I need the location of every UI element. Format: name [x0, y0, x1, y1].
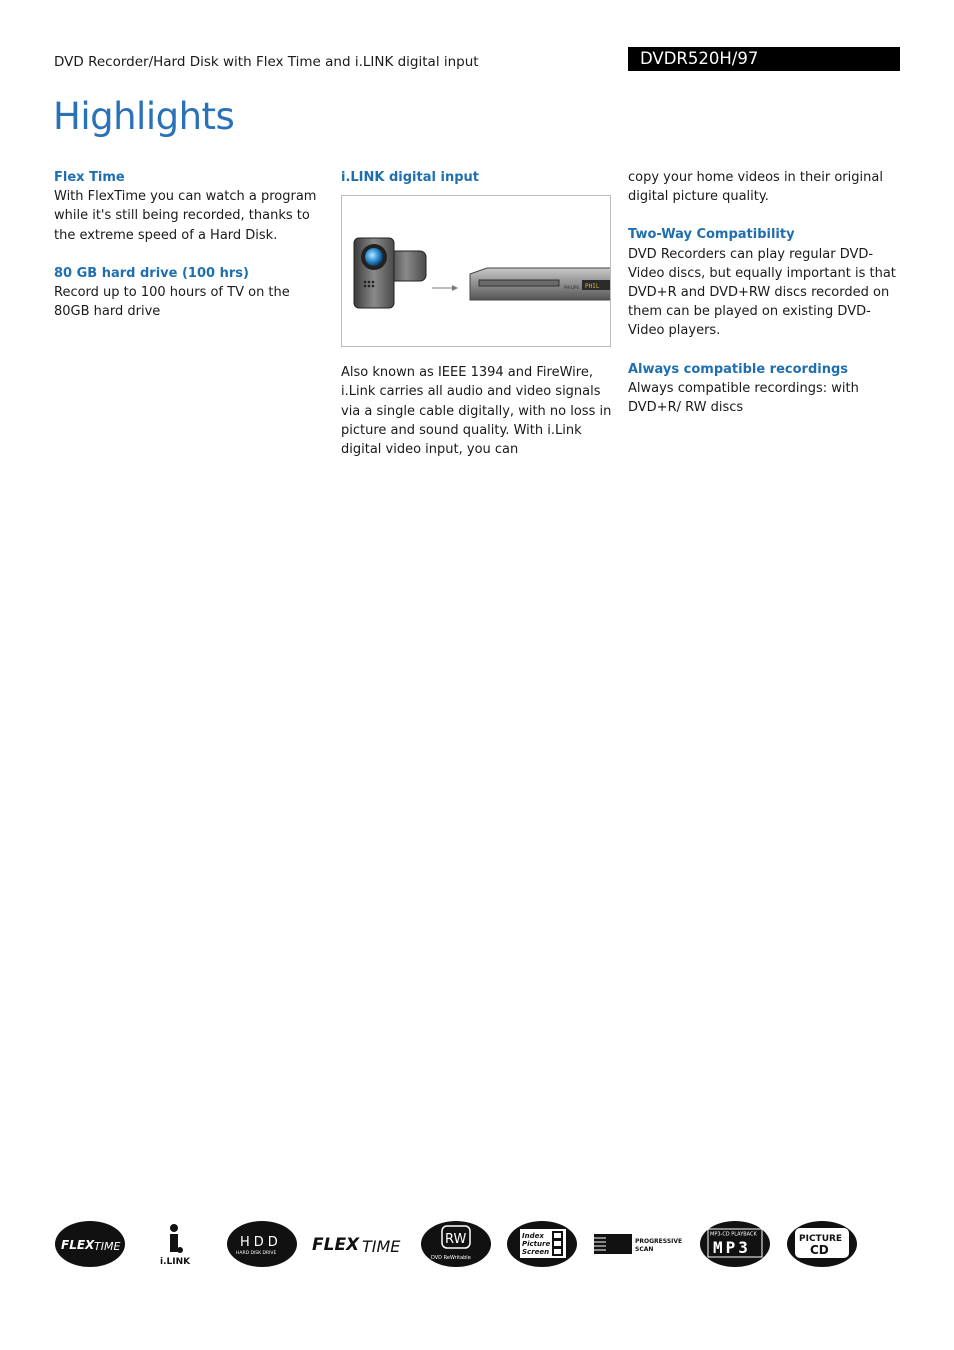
feature-logos-row: [0, 1220, 954, 1270]
always-compatible-body: Always compatible recordings: with DVD+R/ RW discs: [628, 380, 859, 416]
svg-text:MP3: MP3: [713, 1238, 751, 1257]
two-way-body: DVD Recorders can play regular DVD-Video discs, but equally important is that DVD+R and DVD+RW discs recorded on them can be played on existing DVD-Video players.: [628, 246, 896, 339]
svg-text:FLEX: FLEX: [61, 1238, 95, 1252]
camcorder-icon: [354, 238, 426, 308]
svg-text:CD: CD: [810, 1243, 829, 1257]
svg-text:Screen: Screen: [522, 1248, 550, 1256]
column-2: [341, 168, 613, 478]
hdd-body: Record up to 100 hours of TV on the 80GB hard drive: [54, 285, 290, 320]
flex-time-body: With FlexTime you can watch a program while it's still being recorded, thanks to the extreme speed of a Hard Disk.: [54, 189, 317, 243]
two-way-heading: Two-Way Compatibility: [628, 227, 795, 243]
svg-text:PROGRESSIVE: PROGRESSIVE: [635, 1238, 683, 1245]
svg-text:i.LINK: i.LINK: [160, 1257, 191, 1267]
ilink-body-continued: copy your home videos in their original digital picture quality.: [628, 170, 883, 205]
ilink-heading: i.LINK digital input: [341, 170, 479, 185]
svg-text:TIME: TIME: [94, 1240, 121, 1253]
svg-text:DVD ReWritable: DVD ReWritable: [431, 1255, 471, 1261]
progressive-scan-logo: [592, 1220, 688, 1268]
device-brand-text: PHILIPS: [564, 285, 579, 291]
svg-text:Picture: Picture: [522, 1240, 551, 1248]
ilink-illustration: [341, 195, 611, 347]
dvd-recorder-icon: [470, 268, 611, 300]
model-number-badge: DVDR520H/97: [628, 47, 900, 71]
camcorder-to-recorder-illustration: [342, 196, 611, 347]
svg-text:SCAN: SCAN: [635, 1246, 654, 1253]
mp3-cd-playback-logo: [699, 1220, 771, 1268]
flex-time-heading: Flex Time: [54, 170, 125, 185]
hdd-heading: 80 GB hard drive (100 hrs): [54, 265, 249, 281]
flextime-logo: [54, 1220, 126, 1268]
svg-text:PICTURE: PICTURE: [799, 1234, 843, 1244]
picture-cd-logo: [786, 1220, 858, 1268]
device-display-text: PHIL: [585, 283, 600, 291]
svg-text:FLEX: FLEX: [312, 1235, 360, 1255]
svg-text:MP3-CD PLAYBACK: MP3-CD PLAYBACK: [710, 1231, 757, 1238]
svg-text:RW: RW: [445, 1232, 467, 1247]
page-title: Highlights: [53, 95, 235, 138]
document-subtitle: DVD Recorder/Hard Disk with Flex Time and i.LINK digital input: [54, 54, 479, 70]
always-compatible-heading: Always compatible recordings: [628, 361, 849, 377]
ilink-body: Also known as IEEE 1394 and FireWire, i.Link carries all audio and video signals via a single cable digitally, with no loss in picture and sound quality. With i.Link digital video input, you can: [341, 365, 612, 458]
column-1: [54, 168, 326, 340]
arrow-icon: [432, 285, 458, 291]
flextime-wordmark-logo: [312, 1220, 408, 1268]
svg-text:TIME: TIME: [362, 1237, 401, 1256]
hdd-logo: [226, 1220, 298, 1268]
svg-text:HDD: HDD: [240, 1235, 282, 1250]
svg-text:HARD DISK DRIVE: HARD DISK DRIVE: [236, 1251, 277, 1256]
svg-text:Index: Index: [522, 1232, 544, 1240]
dvd-rw-logo: [420, 1220, 492, 1268]
ilink-logo: [156, 1220, 196, 1268]
column-3: [628, 168, 904, 436]
index-picture-screen-logo: [506, 1220, 578, 1268]
